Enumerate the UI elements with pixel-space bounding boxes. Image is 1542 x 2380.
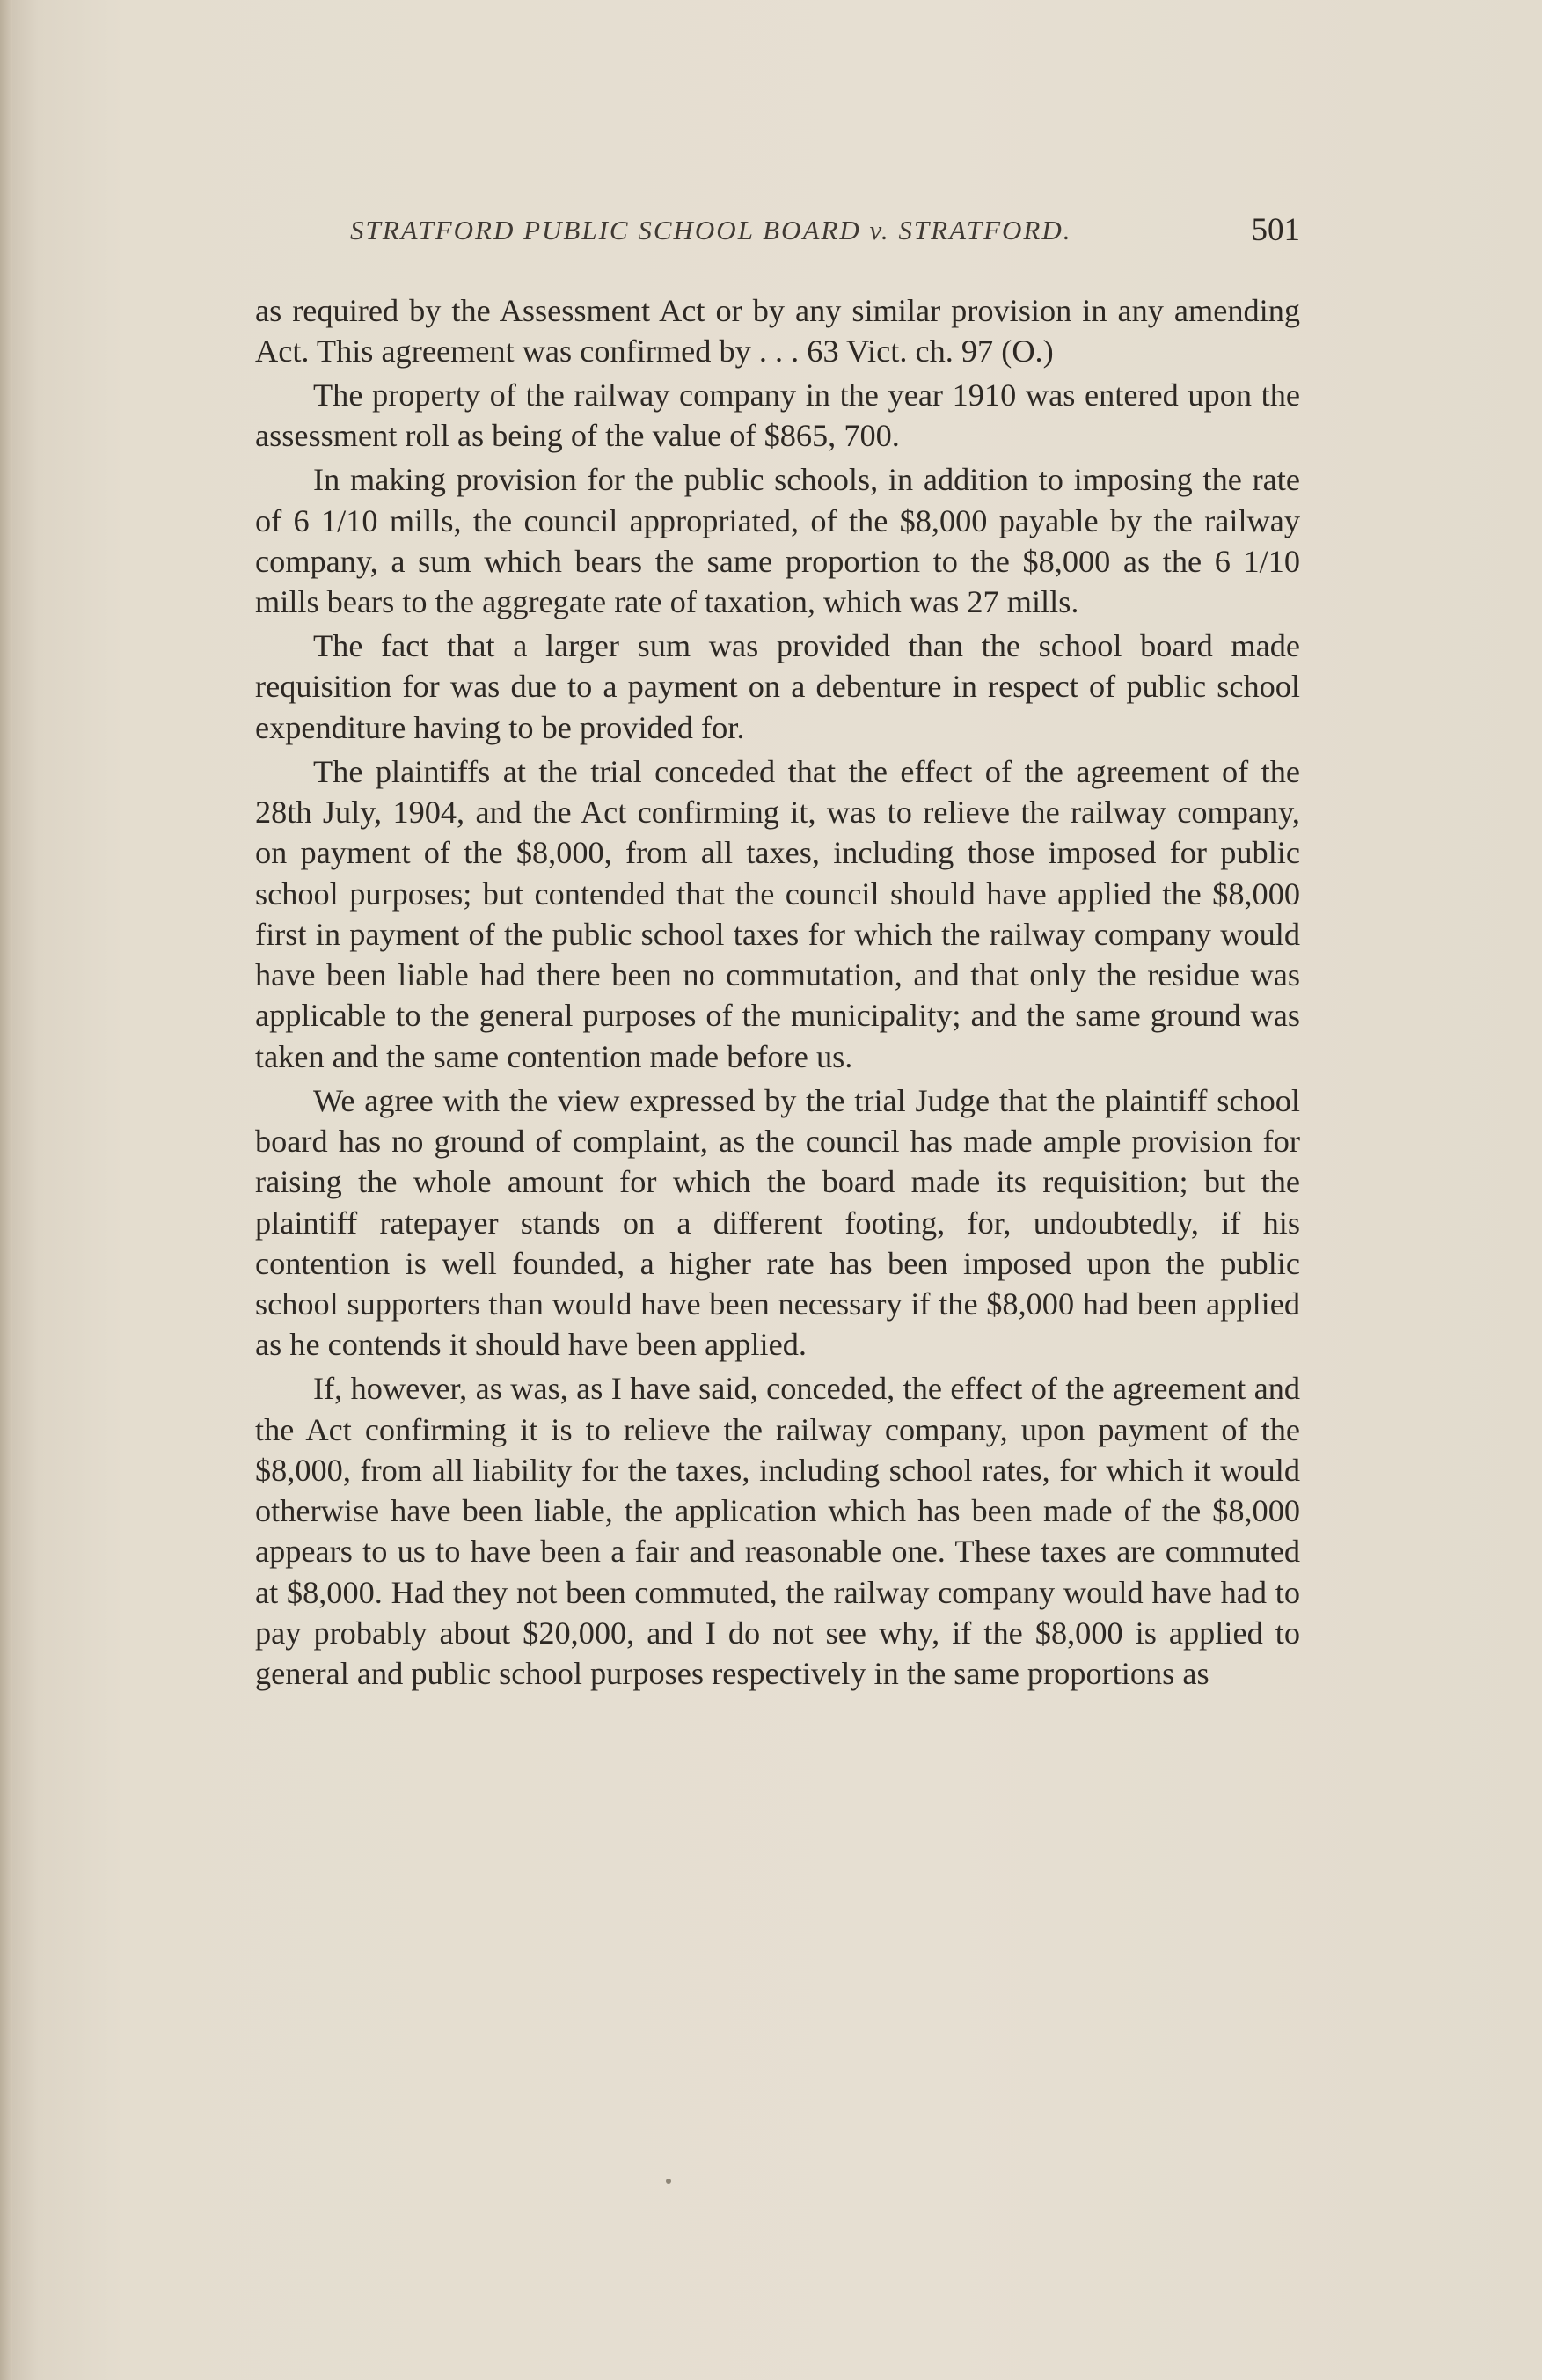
body-text — [255, 290, 1300, 1697]
page-gutter-shadow — [0, 0, 12, 2380]
page-header — [350, 211, 1300, 255]
paragraph-7: If, however, as was, as I have said, conceded, the effect of the agreement and the Act confirming it is to relieve the railway company, upon payment of the $8,000, from all liability for the taxes, including school rates, for which it would otherwise have been liable, the application which has been made of the $8,000 appears to us to have been a fair and reasonable one. These taxes are commuted at $8,000. Had they not been commuted, the railway company would have had to pay probably about $20,000, and I do not see why, if the $8,000 is applied to general and public school purposes respectively in the same proportions as — [255, 1371, 1300, 1692]
printer-mark-dot — [666, 2179, 671, 2184]
paragraph-6: We agree with the view expressed by the trial Judge that the plaintiff school board has no ground of complaint, as the council has made ample provision for raising the whole amount for which the board made its requisition; but the plaintiff ratepayer stands on a different footing, for, undoubtedly, if his contention is well founded, a higher rate has been imposed upon the public school supporters than would have been necessary if the $8,000 had been applied as he contends it should have been applied. — [255, 1082, 1300, 1363]
page-number: 501 — [1251, 212, 1300, 248]
paragraph-5: The plaintiffs at the trial conceded that the effect of the agreement of the 28th July, 1904, and the Act confirming it, was to relieve the railway company, on payment of the $8,000, from all taxes, including those imposed for public school purposes; but contended that the council should have applied the $8,000 first in payment of the public school taxes for which the railway company would have been liable had there been no commutation, and that only the residue was applicable to the general purposes of the municipality; and the same ground was taken and the same contention made before us. — [255, 753, 1300, 1074]
paragraph-4: The fact that a larger sum was provided than the school board made requisition for was due to a payment on a debenture in respect of public school expenditure having to be provided for. — [255, 628, 1300, 745]
paragraph-2: The property of the railway company in the year 1910 was entered upon the assessment roll as being of the value of $865, 700. — [255, 377, 1300, 454]
paragraph-3: In making provision for the public schools, in addition to imposing the rate of 6 1/10 mills, the council appropriated, of the $8,000 payable by the railway company, a sum which bears the same proportion to the $8,000 as the 6 1/10 mills bears to the aggregate rate of taxation, which was 27 mills. — [255, 462, 1300, 620]
paragraph-1: as required by the Assessment Act or by any similar provision in any amending Act. This agreement was confirmed by . . . 63 Vict. ch. 97 (O.) — [255, 293, 1300, 370]
running-head: STRATFORD PUBLIC SCHOOL BOARD v. STRATFORD. — [350, 215, 1072, 245]
